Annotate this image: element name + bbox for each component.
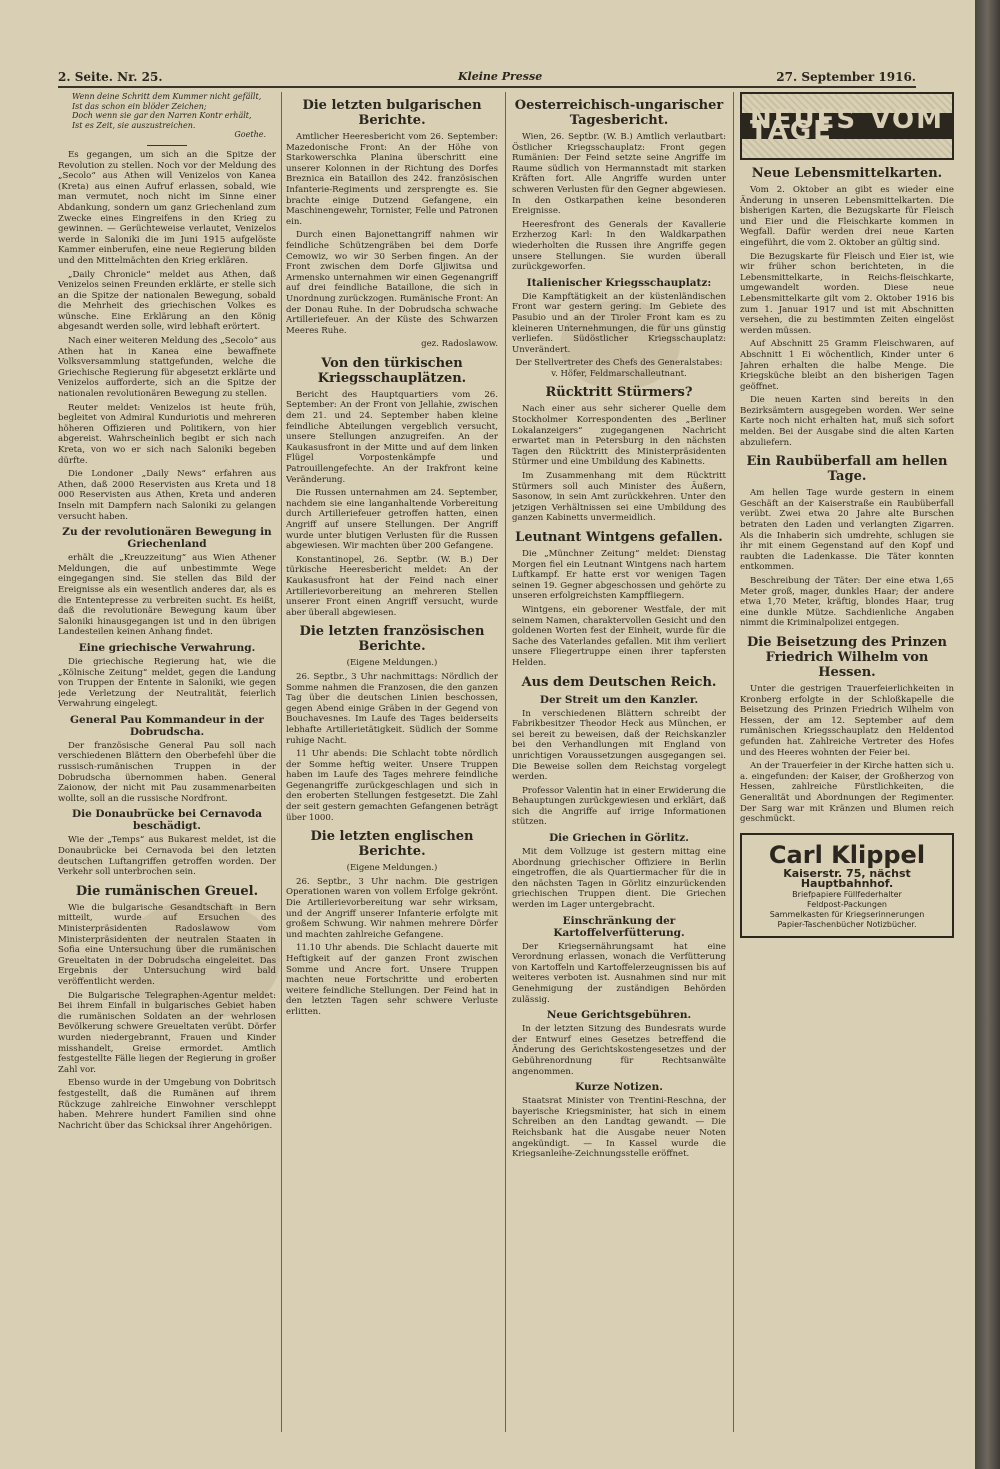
article-paragraph: Heeresfront des Generals der Kavallerie Erzherzog Karl: In den Waldkarpathen wiederholten die Russen ihre Angriffe gegen unsere Stellungen. Sie wurden überall zurückgeworfen. [512,219,726,273]
article-paragraph: 26. Septbr., 3 Uhr nachmittags: Nördlich der Somme nahmen die Franzosen, die den ganzen Tag über die deutschen Linien beschossen, gegen Abend einige Gräben in der Gegend von Bouchavesnes. Im Laufe des Tages beiderseits lebhafte Artillerietätigkeit. Südlich der Somme ruhige Nacht. [286,671,498,746]
article-paragraph: Staatsrat Minister von Trentini-Reschna, der bayerische Kriegsminister, hat sich in einem Schreiben an den Landtag gewandt. — Die Reichsbank hat die Ausgabe neuer Noten angekündigt. — In Kassel wurde die Kriegsanleihe-Zeichnungsstelle eröffnet. [512,1096,726,1160]
article-paragraph: Die Bezugskarte für Fleisch und Eier ist, wie wir früher schon berichteten, in die Lebensmittelkarte, in Reichs-fleischkarte, umgewandelt worden. Diese neue Lebensmittelkarte gilt vom 2. Oktober 1916 bis zum 1. Januar 1917 und ist mit Abschnitten versehen, die zu bestimmten Zeiten eingelöst werden müssen. [740,251,954,336]
headline: Kurze Notizen. [575,1081,663,1094]
article-paragraph: Am hellen Tage wurde gestern in einem Geschäft an der Kaiserstraße ein Raubüberfall verübt. Zwei etwa 20 Jahre alte Burschen betraten den Laden und verlangten Zigarren. Als die Inhaberin sich umdrehte, schlugen sie ihr mit einem Gegenstand auf den Kopf und raubten die Ladenkasse. Die Täter konnten entkommen. [740,488,954,573]
article-paragraph: Professor Valentin hat in einer Erwiderung die Behauptungen zurückgewiesen und erklärt, daß sich die Angriffe auf irrige Informationen stützen. [512,785,726,828]
article-paragraph: Wie die bulgarische Gesandtschaft in Bern mitteilt, wurde auf Ersuchen des Ministerpräsidenten Radoslawow vom Ministerpräsidenten der neutralen Staaten in Sofia eine Untersuchung über die rumänischen Greueltaten in der Dobrudscha eingeleitet. Das Ergebnis der Untersuchung wird bald veröffentlicht werden. [58,902,276,987]
page-info: 2. Seite. Nr. 25. [58,70,163,84]
headline: Die letzten englischen Berichte. [310,829,474,860]
subline: (Eigene Meldungen.) [346,863,438,874]
masthead [58,70,916,88]
column-1 [58,92,276,1432]
headline: Oesterreichisch-ungarischer Tagesbericht. [514,98,724,128]
article-paragraph: Die Bulgarische Telegraphen-Agentur meldet: Bei ihrem Einfall in bulgarisches Gebiet haben die rumänischen Soldaten an der wehrlosen Bevölkerung schwere Greueltaten verübt. Dörfer wurden niedergebrannt, Frauen und Kinder misshandelt, Greise ermordet. Amtlich festgestellte Fälle liegen der Regierung in großer Zahl vor. [58,990,276,1075]
article-paragraph: Unter die gestrigen Trauerfeierlichkeiten in Kronberg erfolgte in der Schloßkapelle die Beisetzung des Prinzen Friedrich Wilhelm von Hessen, der am 12. September auf dem rumänischen Kriegsschauplatz den Heldentod gefunden hat. Zahlreiche Vertreter des Hofes und des Heeres wohnten der Feier bei. [740,683,954,758]
article-paragraph: 11.10 Uhr abends. Die Schlacht dauerte mit Heftigkeit auf der ganzen Front zwischen Somme und Ancre fort. Unsere Truppen machten neue Fortschritte und eroberten weitere feindliche Stellungen. Der Feind hat in den letzten Tagen sehr schwere Verluste erlitten. [286,943,498,1017]
ad-line: Papier-Taschenbücher Notizbücher. [777,919,917,929]
headline: Der Streit um den Kanzler. [539,693,699,706]
ad-address: Kaiserstr. 75, nächst Hauptbahnhof. [783,866,911,891]
poem-line: Ist das schon ein blöder Zeichen; [72,101,207,111]
headline: Zu der revolutionären Bewegung in Griechenland [62,526,272,551]
article-paragraph: Konstantinopel, 26. Septbr. (W. B.) Der türkische Heeresbericht meldet: An der Kaukasusfront hat der Feind nach einer Artillerievorbereitung an mehreren Stellen unserer Front einen Angriff versucht, wurde aber überall abgewiesen. [286,554,498,618]
poem-line: Doch wenn sie gar den Narren Kontr erhält, [72,111,252,121]
article-paragraph: In der letzten Sitzung des Bundesrats wurde der Entwurf eines Gesetzes betreffend die Änderung des Gerichtskostengesetzes und der Gebührenordnung für Rechtsanwälte angenommen. [512,1024,726,1077]
article-paragraph: Die Russen unternahmen am 24. September, nachdem sie eine langanhaltende Vorbereitung durch Artilleriefeuer getroffen hatten, einen Angriff auf unsere Stellungen. Der Angriff wurde unter blutigen Verlusten für die Russen abgewiesen. Wir machten über 200 Gefangene. [286,488,498,552]
article-paragraph: Durch einen Bajonettangriff nahmen wir feindliche Schützengräben bei dem Dorfe Cemowiz, wo wir 30 Serben fingen. An der Front zwischen dem Dorfe Gljiwitsa und Armensko unternahmen wir einen Gegenangriff auf drei feindliche Bataillone, die sich in Unordnung zurückzogen. Rumänische Front: An der Donau Ruhe. In der Dobrudscha schwache Artilleriefeuer. An der Küste des Schwarzen Meeres Ruhe. [286,230,498,336]
paper-name: Kleine Presse [458,70,543,83]
article-paragraph: Es gegangen, um sich an die Spitze der Revolution zu stellen. Noch vor der Meldung des „Secolo“ aus Athen will Venizelos von Kanea (Kreta) aus einen Aufruf erlassen, sobald, wie man vermutet, noch nicht im Sinne einer Abdankung, sondern um ganz Griechenland zum Zwecke eines Eingreifens in den Krieg zu gewinnen. — Gerüchteweise verlautet, Venizelos werde in Saloniki die im Juni 1915 aufgelöste Kammer einberufen, eine neue Regierung bilden und den Mittelmächten den Krieg erklären. [58,149,276,266]
issue-date: 27. September 1916. [776,70,916,84]
article-paragraph: Ebenso wurde in der Umgebung von Dobritsch festgestellt, daß die Rumänen auf ihrem Rückzuge zahlreiche Einwohner verschleppt haben. Mehrere hundert Familien sind ohne Nachricht über das Schicksal ihrer Angehörigen. [58,1078,276,1131]
article-paragraph: An der Trauerfeier in der Kirche hatten sich u. a. eingefunden: der Kaiser, der Großherzog von Hessen, zahlreiche Fürstlichkeiten, die Generalität und Abordnungen der Regimenter. Der Sarg war mit Kränzen und Blumen reich geschmückt. [740,761,954,825]
column-rule [281,92,282,1432]
article-paragraph: erhält die „Kreuzzeitung“ aus Wien Athener Meldungen, die auf unbestimmte Wege eingegangen sind. Sie stellen das Bild der Ereignisse als ein wesentlich anderes dar, als es die Ententepresse zu verbreiten sucht. Es heißt, daß die revolutionäre Bewegung kaum über Saloniki hinausgegangen ist und in den übrigen Landesteilen keinen Anhang findet. [58,553,276,638]
signature: gez. Radoslawow. [421,339,498,350]
headline: Eine griechische Verwahrung. [78,641,256,654]
article-paragraph: Wintgens, ein geborener Westfale, der mit seinem Namen, charaktervollen Gesicht und den goldenen Worten fest der Einheit, wurde für die Sache des Vaterlandes gefallen. Mit ihm verliert unsere Fliegertruppe einen ihrer tapfersten Helden. [512,604,726,668]
headline: Neue Gerichtsgebühren. [546,1009,692,1022]
headline: Italienischer Kriegsschauplatz: [526,276,712,289]
subline: (Eigene Meldungen.) [346,658,438,669]
article-paragraph: Auf Abschnitt 25 Gramm Fleischwaren, auf Abschnitt 1 Ei wöchentlich, Kinder unter 6 Jahren erhalten die halbe Menge. Die Kriegsküche bleibt an den bisherigen Tagen geöffnet. [740,339,954,392]
headline: Die rumänischen Greuel. [75,883,259,899]
column-rule [733,92,734,1432]
poem-line: Ist es Zeit, sie auszustreichen. [72,120,196,130]
article-paragraph: Wie der „Temps“ aus Bukarest meldet, ist die Donaubrücke bei Cernavoda bei den letzten deutschen Luftangriffen getroffen worden. Der Verkehr soll unterbrochen sein. [58,835,276,878]
headline: Die letzten bulgarischen Berichte. [302,98,482,128]
article-paragraph: Nach einer weiteren Meldung des „Secolo“ aus Athen hat in Kanea eine bewaffnete Volksversammlung stattgefunden, welche die Griechische Regierung für abgesetzt erklärte und Venizelos aufforderte, sich an die Spitze der nationalen revolutionären Bewegung zu stellen. [58,336,276,400]
headline: Ein Raubüberfall am hellen Tage. [746,454,948,485]
article-paragraph: 11 Uhr abends: Die Schlacht tobte nördlich der Somme heftig weiter. Unsere Truppen haben im Laufe des Tages mehrere feindliche Gegenangriffe zurückgeschlagen und sich in den eroberten Stellungen festgesetzt. Die Zahl der seit gestern gemachten Gefangenen beträgt über 1000. [286,749,498,823]
poem-line: Wenn deine Schritt dem Kummer nicht gefällt, [72,92,262,101]
column-3 [512,92,726,1432]
separator [147,145,187,146]
ad-line: Sammelkasten für Kriegserinnerungen [769,909,925,919]
headline: Leutnant Wintgens gefallen. [515,530,723,545]
poem [72,92,276,140]
headline: Die Donaubrücke bei Cernavoda beschädigt. [71,808,263,833]
article-paragraph: Im Zusammenhang mit dem Rücktritt Stürmers soll auch Minister des Äußern, Sasonow, in sein Amt zurückkehren. Unter den jetzigen Verhältnissen sei eine Umbildung des ganzen Kabinetts unvermeidlich. [512,471,726,524]
article-paragraph: In verschiedenen Blättern schreibt der Fabrikbesitzer Theodor Heck aus München, er sei bereit zu beweisen, daß der Reichskanzler bei den Verhandlungen mit England von unrichtigen Voraussetzungen ausgegangen sei. Die Beweise sollen dem Reichstag vorgelegt werden. [512,708,726,783]
column-4 [740,92,954,1432]
adjacent-page-edge [975,0,1000,1469]
column-rule [505,92,506,1432]
headline: Aus dem Deutschen Reich. [521,674,717,690]
headline: Die Beisetzung des Prinzen Friedrich Wilhelm von Hessen. [746,634,948,680]
article-paragraph: Der Kriegsernährungsamt hat eine Verordnung erlassen, wonach die Verfütterung von Kartoffeln und Kartoffelerzeugnissen bis auf weiteres verboten ist. Ausnahmen sind nur mit Genehmigung der zuständigen Behörden zulässig. [512,941,726,1005]
section-logo-text: NEUES VOM TAGE [742,113,952,138]
headline: General Pau Kommandeur in der Dobrudscha. [70,713,264,738]
article-paragraph: Die Kampftätigkeit an der küstenländischen Front war gestern gering. Im Gebiete des Pasubio und an der Tiroler Front kam es zu kleineren Unternehmungen, die für uns günstig verliefen. Südöstlicher Kriegsschauplatz: Unverändert. [512,291,726,355]
article-paragraph: Bericht des Hauptquartiers vom 26. September: An der Front von Jellahie, zwischen dem 21. und 24. September haben kleine feindliche Abteilungen vergeblich versucht, unsere Stellungen anzugreifen. An der Kaukasusfront in der Mitte und auf dem linken Flügel Vorpostenkämpfe und Patrouillengefechte. An der Irakfront keine Veränderung. [286,389,498,485]
ad-line: Feldpost-Packungen [807,899,887,909]
headline: Einschränkung der Kartoffelverfütterung. [553,914,685,939]
headline: Die letzten französischen Berichte. [299,624,485,655]
advertisement [740,833,954,938]
headline: Die Griechen in Görlitz. [549,832,689,845]
section-logo [740,92,954,160]
headline: Rücktritt Stürmers? [545,385,693,401]
article-paragraph: Der französische General Pau soll nach verschiedenen Blättern den Oberbefehl über die russisch-rumänischen Truppen in der Dobrudscha übernommen haben. General Zaionow, der nicht mit Pau zusammenarbeiten wollte, soll an die russische Nordfront. [58,740,276,804]
article-paragraph: 26. Septbr., 3 Uhr nachm. Die gestrigen Operationen waren von vollem Erfolge gekrönt. Die Artillerievorbereitung war sehr wirksam, und der Angriff unserer Infanterie erfolgte mit großem Schwung. Wir nahmen mehrere Dörfer und machten zahlreiche Gefangene. [286,876,498,940]
signature: Der Stellvertreter des Chefs des Generalstabes: v. Höfer, Feldmarschalleutnant. [515,358,723,379]
article-paragraph: Nach einer aus sehr sicherer Quelle dem Stockholmer Korrespondenten des „Berliner Lokalanzeigers“ zugegangenen Nachricht erwartet man in Petersburg in den nächsten Tagen den Rücktritt des Ministerpräsidenten Stürmer und eine Umbildung des Kabinetts. [512,404,726,468]
article-paragraph: Reuter meldet: Venizelos ist heute früh, begleitet von Admiral Kunduriotis und mehreren höheren Offizieren und Politikern, von hier abgereist. Wahrscheinlich begibt er sich nach Kreta, von wo er sich nach Saloniki begeben dürfte. [58,402,276,466]
article-paragraph: Vom 2. Oktober an gibt es wieder eine Änderung in unseren Lebensmittelkarten. Die bisherigen Karten, die Bezugskarte für Fleisch und Eier und die Fleischkarte kommen in Wegfall. Dafür werden drei neue Karten eingeführt, die vom 2. Oktober an gültig sind. [740,185,954,248]
poem-source: Goethe. [234,130,266,140]
article-paragraph: Die griechische Regierung hat, wie die „Kölnische Zeitung“ meldet, gegen die Landung von Truppen der Entente in Saloniki, wie gegen jede Verletzung der Neutralität, feierlich Verwahrung eingelegt. [58,656,276,710]
ad-line: Briefpapiere Füllfederhalter [792,889,902,899]
article-paragraph: Wien, 26. Septbr. (W. B.) Amtlich verlautbart: Östlicher Kriegsschauplatz: Front gegen Rumänien: Der Feind setzte seine Angriffe im Raume südlich von Hermannstadt mit starken Kräften fort. Alle Angriffe wurden unter schweren Verlusten für den Gegner abgewiesen. In den Ostkarpathen keine besonderen Ereignisse. [512,132,726,217]
column-2 [286,92,498,1432]
article-paragraph: Amtlicher Heeresbericht vom 26. September: Mazedonische Front: An der Höhe von Starkowerschka Planina überschritt eine unserer Kolonnen in der Richtung des Dorfes Breznica ein Bataillon des 242. französischen Infanterie-Regiments und zersprengte es. Sie brachte einige Dutzend Gefangene, ein Maschinengewehr, Tornister, Felle und Patronen ein. [286,132,498,227]
article-paragraph: Die neuen Karten sind bereits in den Bezirksämtern ausgegeben worden. Wer seine Karte noch nicht erhalten hat, muß sich sofort melden. Bei der Ausgabe sind die alten Karten abzuliefern. [740,395,954,448]
article-paragraph: Die „Münchner Zeitung“ meldet: Dienstag Morgen fiel ein Leutnant Wintgens nach hartem Luftkampf. Er hatte erst vor wenigen Tagen seinen 19. Gegner abgeschossen und gehörte zu unseren erfolgreichsten Kampffliegern. [512,549,726,602]
headline: Neue Lebensmittelkarten. [751,166,943,181]
ad-name: Carl Klippel [768,840,926,869]
article-paragraph: Mit dem Vollzuge ist gestern mittag eine Abordnung griechischer Offiziere in Berlin eingetroffen, die als Quartiermacher für die in den nächsten Tagen in Görlitz einzurückenden griechischen Truppen dient. Die Griechen werden im Lager untergebracht. [512,847,726,911]
article-paragraph: „Daily Chronicle“ meldet aus Athen, daß Venizelos seinen Freunden erklärte, er stelle sich an die Spitze der nationalen Bewegung, sobald die Mehrheit des griechischen Volkes es wünsche. Eine Erklärung an den König abgesandt werden solle, wird lebhaft erörtert. [58,269,276,333]
article-paragraph: Beschreibung der Täter: Der eine etwa 1,65 Meter groß, mager, dunkles Haar; der andere etwa 1,70 Meter, kräftig, blondes Haar, trug eine dunkle Mütze. Sachdienliche Angaben nimmt die Kriminalpolizei entgegen. [740,576,954,629]
article-paragraph: Die Londoner „Daily News“ erfahren aus Athen, daß 2000 Reservisten aus Kreta und 18 000 Reservisten aus Athen, Kreta und anderen Inseln mit Dampfern nach Saloniki zu gelangen versucht haben. [58,469,276,522]
headline: Von den türkischen Kriegsschauplätzen. [317,355,467,386]
